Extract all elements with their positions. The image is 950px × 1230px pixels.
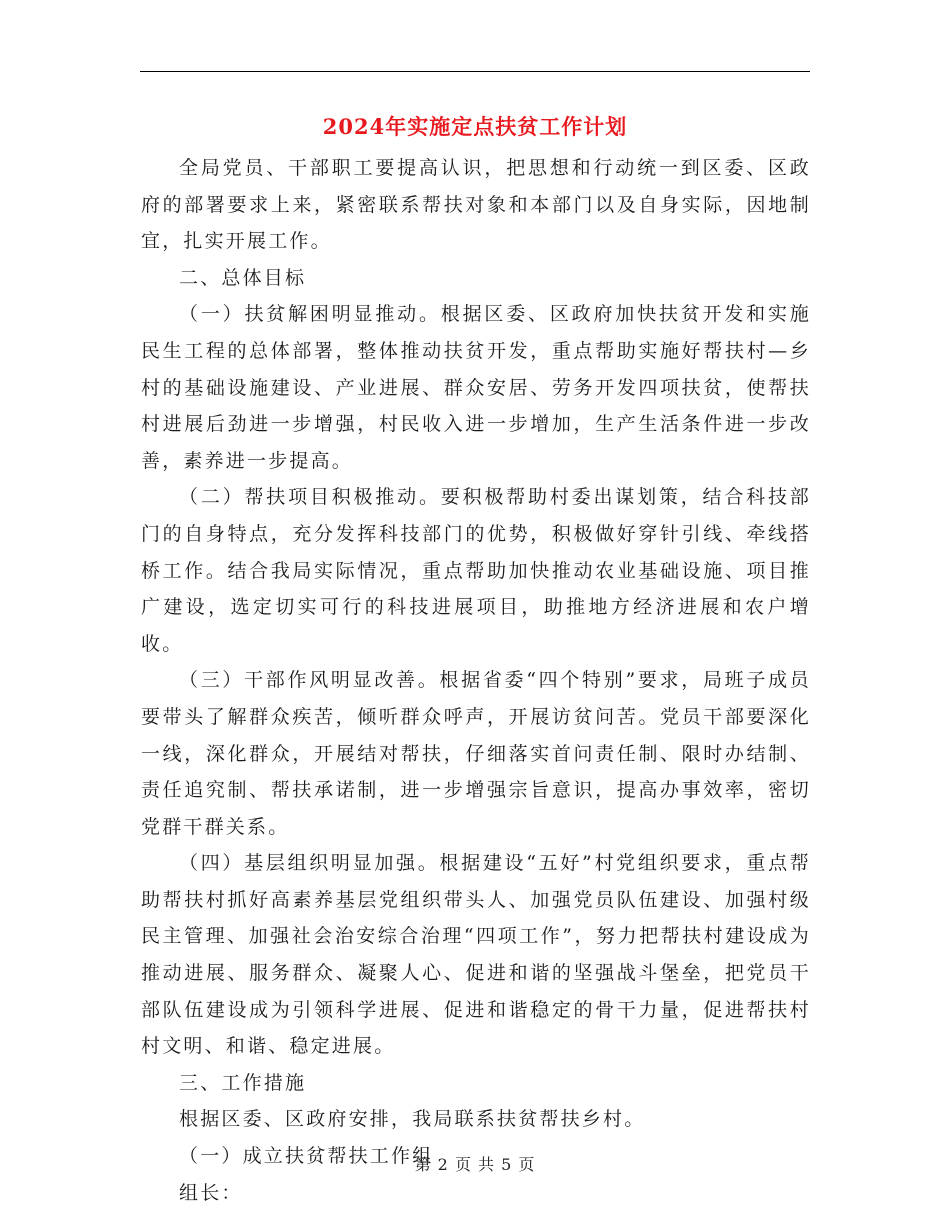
paragraph-group-leader: 组长： <box>179 1181 243 1204</box>
paragraph-goal-2: （二）帮扶项目积极推动。要积极帮助村委出谋划策，结合科技部门的自身特点，充分发挥科技部门的优势，积极做好穿针引线、牵线搭桥工作。结合我局实际情况，重点帮助加快推动农业基础设施、项目推广建设，选定切实可行的科技进展项目，助推地方经济进展和农户增收。 <box>141 486 811 655</box>
document-title: 2024年实施定点扶贫工作计划 <box>322 114 628 139</box>
paragraph-goal-1: （一）扶贫解困明显推动。根据区委、区政府加快扶贫开发和实施民生工程的总体部署，整体推动扶贫开发，重点帮助实施好帮扶村—乡村的基础设施建设、产业进展、群众安居、劳务开发四项扶贫，使帮扶村进展后劲进一步增强，村民收入进一步增加，生产生活条件进一步改善，素养进一步提高。 <box>141 303 811 472</box>
paragraph-goal-3: （三）干部作风明显改善。根据省委“四个特别”要求，局班子成员要带头了解群众疾苦，倾听群众呼声，开展访贫问苦。党员干部要深化一线，深化群众，开展结对帮扶，仔细落实首问责任制、限时办结制、责任追究制、帮扶承诺制，进一步增强宗旨意识，提高办事效率，密切党群干群关系。 <box>141 669 811 838</box>
section-heading-overall-goals: 二、总体目标 <box>179 266 307 289</box>
header-rule <box>140 71 810 72</box>
section-heading-work-measures: 三、工作措施 <box>179 1071 307 1094</box>
paragraph-goal-4: （四）基层组织明显加强。根据建设“五好”村党组织要求，重点帮助帮扶村抓好高素养基层党组织带头人、加强党员队伍建设、加强村级民主管理、加强社会治安综合治理“四项工作”，努力把帮扶村建设成为推动进展、服务群众、凝聚人心、促进和谐的坚强战斗堡垒，把党员干部队伍建设成为引领科学进展、促进和谐稳定的骨干力量，促进帮扶村村文明、和谐、稳定进展。 <box>141 852 811 1058</box>
paragraph-measures-intro: 根据区委、区政府安排，我局联系扶贫帮扶乡村。 <box>179 1108 646 1131</box>
page-number-footer: 第 2 页 共 5 页 <box>414 1155 536 1174</box>
document-body <box>141 150 811 1211</box>
paragraph-intro: 全局党员、干部职工要提高认识，把思想和行动统一到区委、区政府的部署要求上来，紧密联系帮扶对象和本部门以及自身实际，因地制宜，扎实开展工作。 <box>141 157 811 253</box>
subheading-working-group: （一）成立扶贫帮扶工作组 <box>179 1145 434 1168</box>
